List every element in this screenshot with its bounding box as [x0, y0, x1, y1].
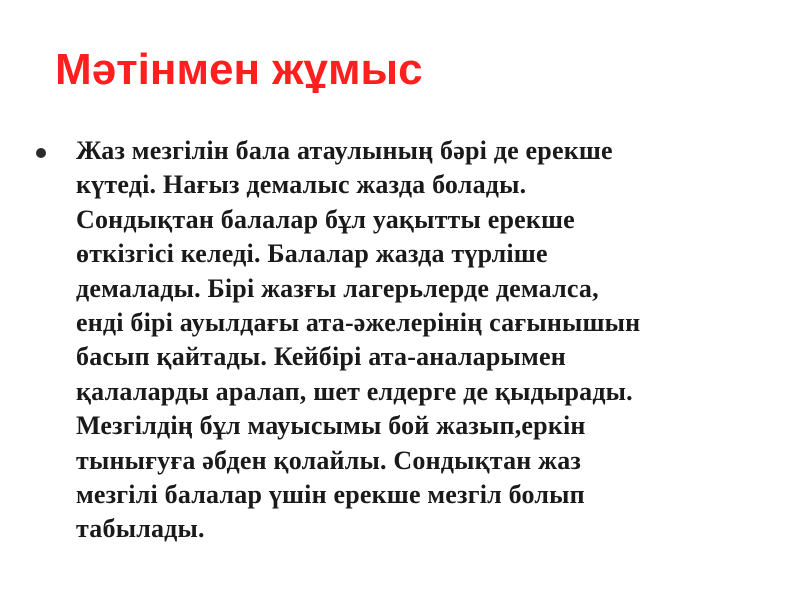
text-line: Сондықтан балалар бұл уақытты ерекше	[76, 204, 575, 234]
text-line: табылады.	[76, 514, 205, 544]
text-line: күтеді. Нағыз демалыс жазда болады.	[76, 170, 527, 200]
text-line: енді бірі ауылдағы ата-әжелерінің сағынышын	[76, 308, 641, 338]
text-line: мезгілі балалар үшін ерекше мезгіл болып	[76, 480, 585, 510]
slide-title: Мәтінмен жұмыс	[55, 45, 423, 94]
text-line: тынығуға әбден қолайлы. Сондықтан жаз	[76, 445, 582, 475]
bullet-text	[76, 134, 776, 547]
text-line: Жаз мезгілін бала атаулының бәрі де ерекше	[76, 136, 613, 165]
text-line: басып қайтады. Кейбірі ата-аналарымен	[76, 342, 566, 372]
text-line: өткізгісі келеді. Балалар жазда түрліше	[76, 239, 548, 269]
bullet-item	[36, 134, 776, 547]
bullet-dot-icon	[36, 148, 46, 158]
text-line: демалады. Бірі жазғы лагерьлерде демалса,	[76, 273, 599, 303]
text-line: қалаларды аралап, шет елдерге де қыдырады.	[76, 376, 633, 406]
text-line: Мезгілдің бұл мауысымы бой жазып,еркін	[76, 411, 586, 441]
bullet-list	[36, 134, 776, 547]
